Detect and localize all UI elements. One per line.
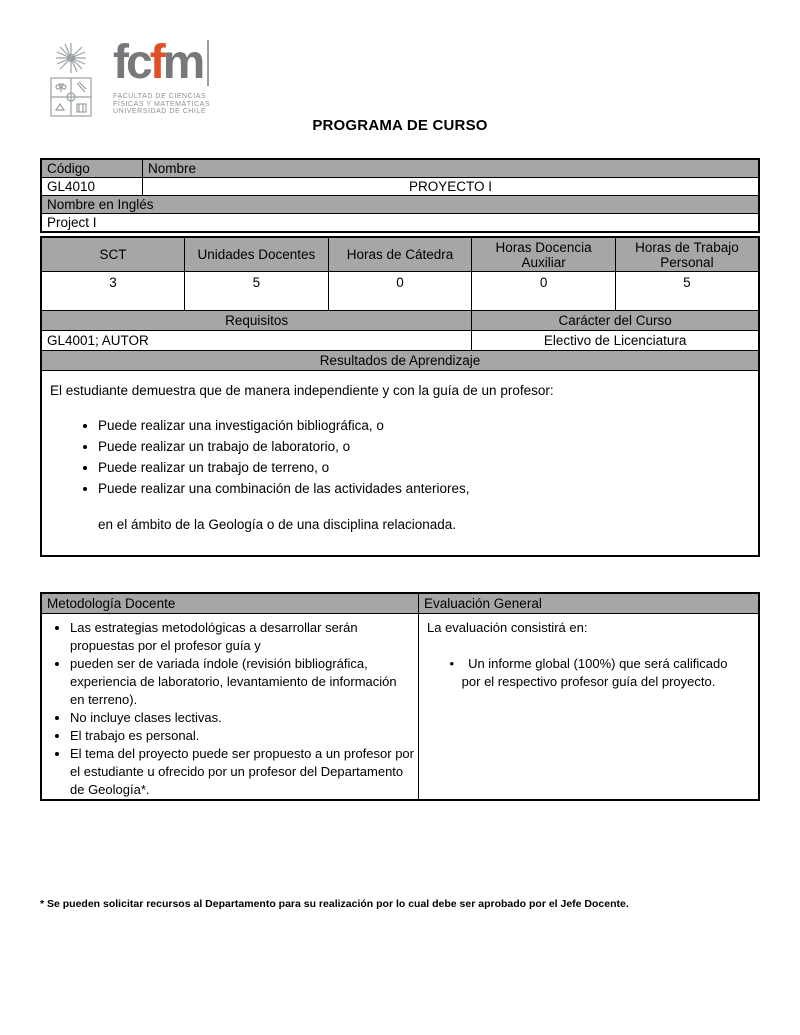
methodology-evaluation-table [40,592,760,801]
university-crest-icon [38,42,104,123]
bullet-item: • Las estrategias metodológicas a desarrollar serán propuestas por el profesor guía y [70,619,414,655]
credits-header-cell: Horas de Trabajo Personal [615,237,759,272]
course-detail-table [40,236,760,557]
bullet-item: • Puede realizar un trabajo de terreno, o [98,457,750,478]
resultados-header-cell: Resultados de Aprendizaje [41,351,759,371]
nombre-ingles-value-cell: Project I [41,214,759,233]
evaluacion-header-cell: Evaluación General [419,593,760,614]
credits-value-cell: 0 [328,272,472,311]
evaluacion-bullet [423,655,754,691]
logo-caption-line: FACULTAD DE CIENCIAS [113,93,207,100]
evaluacion-bullet-line: por el respectivo profesor guía del proyecto. [461,674,716,689]
nombre-value-cell: PROYECTO I [143,178,760,196]
course-id-table [40,158,760,233]
codigo-value-cell: GL4010 [41,178,143,196]
credits-header-cell: Horas de Cátedra [328,237,472,272]
bullet-item: • pueden ser de variada índole (revisión bibliográfica, experiencia de laboratorio, levantamiento de información en terreno). [70,655,414,709]
page-title: PROGRAMA DE CURSO [312,117,488,134]
resultados-closing: en el ámbito de la Geología o de una disciplina relacionada. [98,517,456,532]
bullet-item: • El trabajo es personal. [70,727,414,745]
requisitos-header-cell: Requisitos [41,311,472,331]
credits-header-cell: Unidades Docentes [185,237,329,272]
resultados-content-cell [41,371,759,557]
codigo-header-cell: Código [41,159,143,178]
logo-caption-line: FÍSICAS Y MATEMÁTICAS [113,100,211,108]
resultados-intro: El estudiante demuestra que de manera independiente y con la guía de un profesor: [50,383,554,398]
credits-value-cell: 5 [185,272,329,311]
logo-caption-line: UNIVERSIDAD DE CHILE [113,108,207,115]
bullet-item: • No incluye clases lectivas. [70,709,414,727]
resultados-bullet-list [50,415,750,499]
evaluacion-content-cell [419,614,760,801]
nombre-ingles-header-cell: Nombre en Inglés [41,196,759,214]
credits-value-cell: 0 [472,272,616,311]
credits-value-cell: 5 [615,272,759,311]
fcfm-logo [38,36,211,123]
metodologia-bullet-list [46,619,414,799]
evaluacion-intro: La evaluación consistirá en: [427,620,588,635]
logo-caption [113,93,210,116]
requisitos-value-cell: GL4001; AUTOR [41,331,472,351]
footnote: * Se pueden solicitar recursos al Departamento para su realización por lo cual debe ser aprobado por el Jefe Docente. [40,898,629,910]
credits-value-cell: 3 [41,272,185,311]
fcfm-wordmark: fcfm [113,36,203,89]
bullet-item: • El tema del proyecto puede ser propuesto a un profesor por el estudiante u ofrecido por un profesor del Departamento de Geología*. [70,745,414,799]
evaluacion-bullet-line: Un informe global (100%) que será calificado [468,656,728,671]
caracter-value-cell: Electivo de Licenciatura [472,331,759,351]
nombre-header-cell: Nombre [143,159,760,178]
bullet-item: • Puede realizar una investigación bibliográfica, o [98,415,750,436]
crest-star [56,43,86,73]
document-body [40,158,760,910]
bullet-marker: • [449,656,455,671]
caracter-header-cell: Carácter del Curso [472,311,759,331]
bullet-item: • Puede realizar una combinación de las actividades anteriores, [98,478,750,499]
credits-header-cell: SCT [41,237,185,272]
metodologia-content-cell [41,614,419,801]
logo-divider-bar [207,40,209,86]
bullet-item: • Puede realizar un trabajo de laboratorio, o [98,436,750,457]
credits-header-cell: Horas Docencia Auxiliar [472,237,616,272]
crest-shield [51,78,91,116]
metodologia-header-cell: Metodología Docente [41,593,419,614]
